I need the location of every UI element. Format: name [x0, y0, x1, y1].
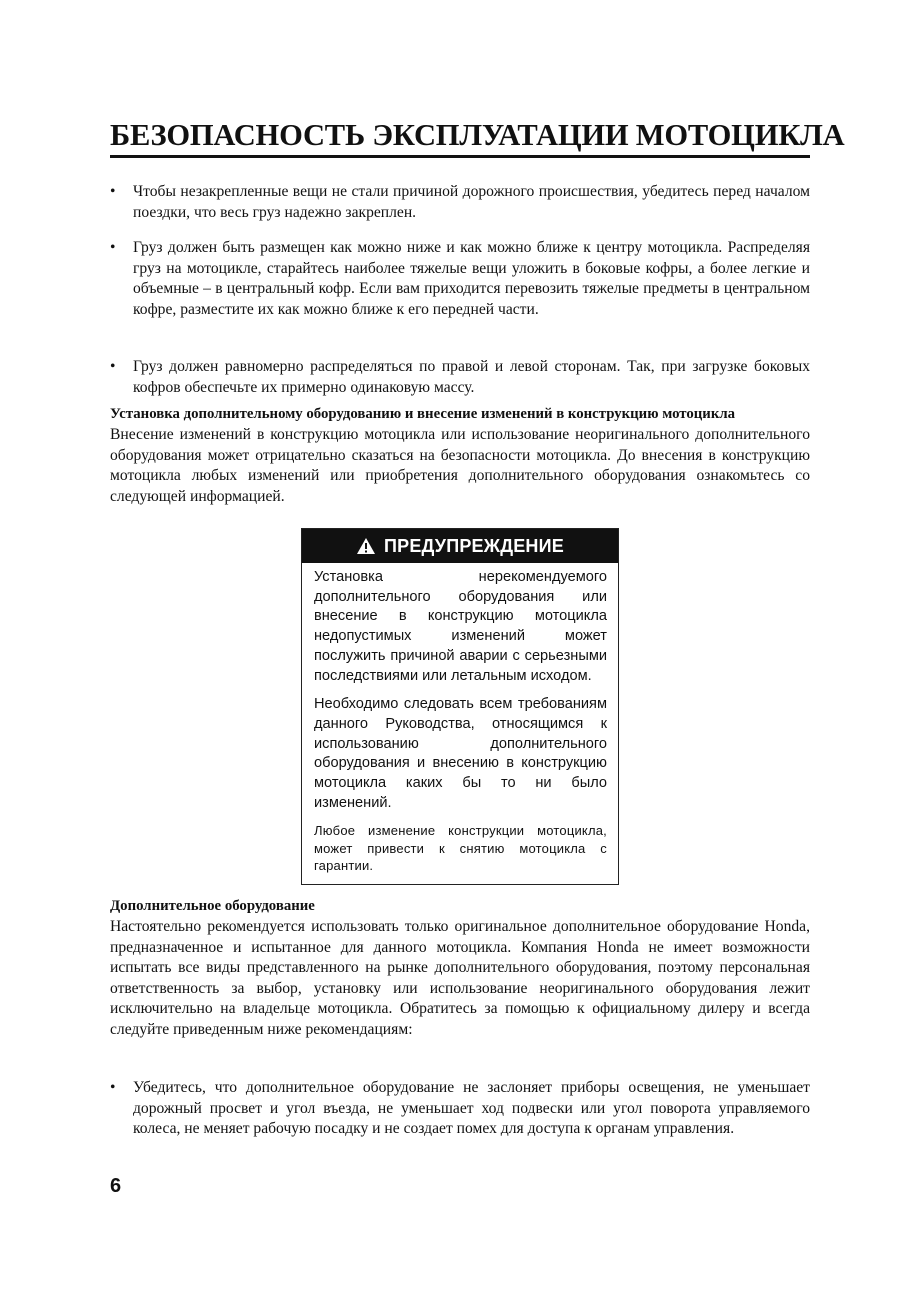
warning-header: [302, 529, 618, 563]
warning-triangle-icon: [356, 537, 376, 555]
list-item: [110, 238, 810, 320]
section-heading-modifications: Установка дополнительному оборудованию и внесение изменений в конструкцию мотоцикла: [110, 406, 736, 422]
bullet-text: Чтобы незакрепленные вещи не стали причиной дорожного происшествия, убедитесь перед началом поездки, что весь груз надежно закреплен.: [133, 183, 810, 221]
warning-body: [302, 563, 618, 875]
bullet-text: Груз должен равномерно распределяться по правой и левой сторонам. Так, при загрузке боковых кофров обеспечьте их примерно одинаковую массу.: [133, 358, 810, 396]
warning-paragraph: Необходимо следовать всем требованиям данного Руководства, относящимся к использованию дополнительного оборудования и внесению в конструкцию мотоцикла каких бы то ни было изменений.: [314, 696, 607, 811]
list-item: [110, 1078, 810, 1140]
page-number: 6: [110, 1175, 122, 1197]
list-item: [110, 182, 810, 223]
bullet-mark: •: [110, 1079, 116, 1096]
section-heading-accessories: Дополнительное оборудование: [110, 898, 315, 914]
bullet-text: Груз должен быть размещен как можно ниже и как можно ближе к центру мотоцикла. Распределяя груз на мотоцикле, старайтесь наиболее тяжелые вещи уложить в боковые кофры, а более легкие и объемные – в центральный кофр. Если вам приходится перевозить тяжелые предметы в центральном кофре, разместите их как можно ближе к его передней части.: [133, 239, 810, 318]
modifications-paragraph: Внесение изменений в конструкцию мотоцикла или использование неоригинального дополнительного оборудования может отрицательно сказаться на безопасности мотоцикла. До внесения в конструкцию мотоцикла любых изменений или приобретения дополнительного оборудования ознакомьтесь со следующей информацией.: [110, 426, 810, 505]
bullet-mark: •: [110, 358, 116, 375]
bullet-text: Убедитесь, что дополнительное оборудование не заслоняет приборы освещения, не уменьшает дорожный просвет и угол въезда, не уменьшает ход подвески или угол поворота управляемого колеса, не меняет рабочую посадку и не создает помех для доступа к органам управления.: [133, 1079, 810, 1137]
list-item: [110, 357, 810, 398]
warning-box: [301, 528, 619, 885]
bullet-mark: •: [110, 239, 116, 256]
bullet-mark: •: [110, 183, 116, 200]
warning-note: Любое изменение конструкции мотоцикла, может привести к снятию мотоцикла с гарантии.: [314, 823, 607, 874]
warning-title: ПРЕДУПРЕЖДЕНИЕ: [384, 535, 564, 556]
accessories-paragraph: Настоятельно рекомендуется использовать только оригинальное дополнительное оборудование Honda, предназначенное и испытанное для данного мотоцикла. Компания Honda не имеет возможности испытать все виды представленного на рынке дополнительного оборудования, поэтому персональная ответственность за выбор, установку или использование неоригинального оборудования лежит исключительно на владельце мотоцикла. Обратитесь за помощью к официальному дилеру и всегда следуйте приведенным ниже рекомендациям:: [110, 918, 810, 1038]
warning-paragraph: Установка нерекомендуемого дополнительного оборудования или внесение в конструкцию мотоцикла недопустимых изменений может послужить причиной аварии с серьезными последствиями или летальным исходом.: [314, 569, 607, 684]
title-underline: [110, 155, 810, 158]
page-title: БЕЗОПАСНОСТЬ ЭКСПЛУАТАЦИИ МОТОЦИКЛА: [110, 118, 845, 152]
